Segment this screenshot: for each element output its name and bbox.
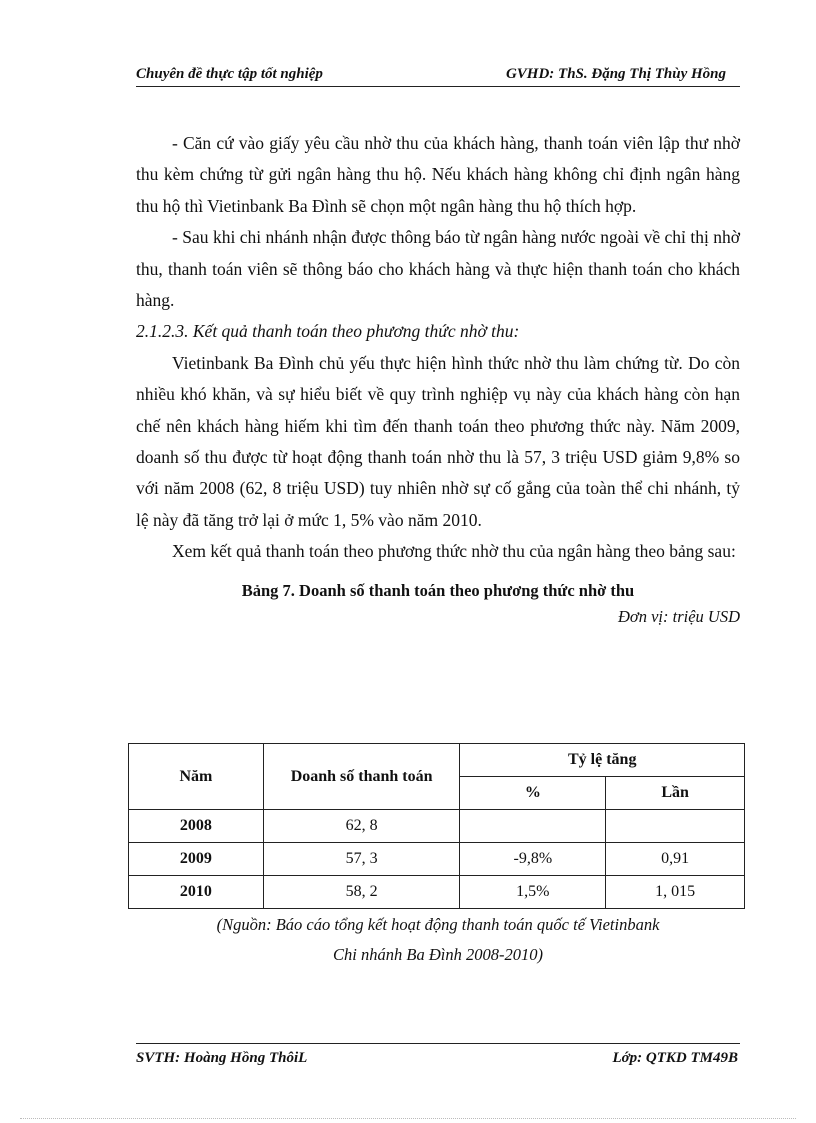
page-footer bbox=[136, 1043, 740, 1072]
header-year: Năm bbox=[129, 744, 264, 810]
header-left: Chuyên đề thực tập tốt nghiệp bbox=[136, 66, 323, 82]
cell-percent bbox=[460, 810, 606, 843]
page-edge-divider bbox=[20, 1118, 796, 1119]
body-text bbox=[136, 128, 740, 630]
header-growth: Tỷ lệ tăng bbox=[460, 744, 745, 777]
paragraph-1: - Căn cứ vào giấy yêu cầu nhờ thu của khách hàng, thanh toán viên lập thư nhờ thu kèm chứng từ gửi ngân hàng thu hộ. Nếu khách hàng không chỉ định ngân hàng thu hộ thì Vietinbank Ba Đình sẽ chọn một ngân hàng thu hộ thích hợp. bbox=[136, 133, 740, 216]
footer-right: Lớp: QTKD TM49B bbox=[612, 1050, 738, 1066]
paragraph-4: Xem kết quả thanh toán theo phương thức nhờ thu của ngân hàng theo bảng sau: bbox=[172, 541, 736, 562]
cell-revenue: 58, 2 bbox=[263, 876, 460, 909]
cell-times: 1, 015 bbox=[606, 876, 745, 909]
table-row bbox=[129, 843, 745, 876]
cell-year: 2008 bbox=[129, 810, 264, 843]
paragraph-2: - Sau khi chi nhánh nhận được thông báo từ ngân hàng nước ngoài về chỉ thị nhờ thu, thanh toán viên sẽ thông báo cho khách hàng và thực hiện thanh toán cho khách hàng. bbox=[136, 227, 740, 311]
section-heading: 2.1.2.3. Kết quả thanh toán theo phương thức nhờ thu: bbox=[136, 321, 520, 342]
table-caption: Bảng 7. Doanh số thanh toán theo phương thức nhờ thu bbox=[241, 580, 635, 600]
cell-times bbox=[606, 810, 745, 843]
table-unit: Đơn vị: triệu USD bbox=[618, 606, 740, 626]
table-source bbox=[136, 910, 740, 970]
cell-year: 2010 bbox=[129, 876, 264, 909]
header-times: Lần bbox=[606, 777, 745, 810]
cell-times: 0,91 bbox=[606, 843, 745, 876]
cell-percent: 1,5% bbox=[460, 876, 606, 909]
cell-percent: -9,8% bbox=[460, 843, 606, 876]
cell-revenue: 62, 8 bbox=[263, 810, 460, 843]
cell-year: 2009 bbox=[129, 843, 264, 876]
collection-table bbox=[128, 743, 745, 909]
source-line-2: Chi nhánh Ba Đình 2008-2010) bbox=[333, 945, 543, 964]
cell-revenue: 57, 3 bbox=[263, 843, 460, 876]
source-line-1: (Nguồn: Báo cáo tổng kết hoạt động thanh toán quốc tế Vietinbank bbox=[216, 915, 660, 934]
header-right: GVHD: ThS. Đặng Thị Thùy Hồng bbox=[505, 66, 726, 82]
page-header bbox=[136, 64, 740, 87]
table-row bbox=[129, 876, 745, 909]
table-row bbox=[129, 810, 745, 843]
header-revenue: Doanh số thanh toán bbox=[263, 744, 460, 810]
paragraph-3: Vietinbank Ba Đình chủ yếu thực hiện hình thức nhờ thu làm chứng từ. Do còn nhiều khó khăn, và sự hiểu biết về quy trình nghiệp vụ này của khách hàng còn hạn chế nên khách hàng hiếm khi tìm đến thanh toán theo phương thức này. Năm 2009, doanh số thu được từ hoạt động thanh toán nhờ thu là 57, 3 triệu USD giảm 9,8% so với năm 2008 (62, 8 triệu USD) tuy nhiên nhờ sự cố gắng của toàn thể chi nhánh, tỷ lệ này đã tăng trở lại ở mức 1, 5% vào năm 2010. bbox=[136, 352, 740, 530]
footer-left: SVTH: Hoàng Hồng ThôiL bbox=[136, 1050, 308, 1066]
header-percent: % bbox=[460, 777, 606, 810]
